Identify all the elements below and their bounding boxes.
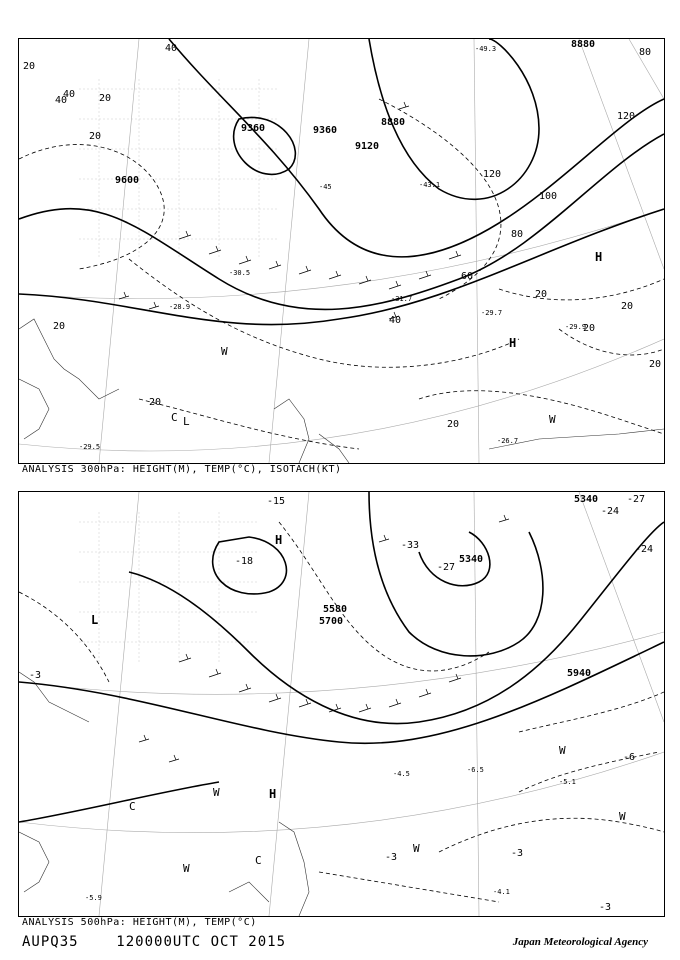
coastline [19,319,664,463]
temp-label: -15 [267,496,286,507]
chart-datetime: 120000UTC OCT 2015 [116,934,287,950]
agency-name: Japan Meteorological Agency [512,936,648,948]
temp-label: -45 [319,183,332,191]
isotach-label: 40 [165,43,178,54]
caption-500hpa: ANALYSIS 500hPa: HEIGHT(M), TEMP(°C) [22,917,257,928]
graticule [19,492,664,916]
temp-label: -43.1 [419,181,441,189]
pressure-center-c: C [255,854,262,867]
isotach-label: 20 [621,301,634,312]
temp-label: -18 [235,556,254,567]
temp-label: -27 [437,562,456,573]
temp-contours [19,522,664,902]
hatch-region [79,512,259,662]
temp-label: -4.5 [393,770,410,778]
pressure-center-w: W [619,810,626,823]
temp-label: -49.3 [475,45,497,53]
chart-code: AUPQ35 [22,934,79,950]
temp-label: -6.5 [467,766,484,774]
graticule [19,39,664,463]
height-label-8880-b: 8880 [571,39,596,50]
isotach-label: 20 [89,131,102,142]
isotach-label: 60 [461,271,474,282]
analysis-300hpa-map [18,38,665,464]
analysis-500hpa-map [18,491,665,917]
pressure-center-c: C [129,800,136,813]
temp-label: -29.5 [79,443,101,451]
temp-label: -4.1 [493,888,510,896]
temp-label: -29.9 [565,323,587,331]
pressure-center-w: W [183,862,190,875]
temp-label: -30.5 [229,269,251,277]
wind-barbs [119,102,461,319]
pressure-center-c: C [171,411,178,424]
height-label-5340-b: 5340 [459,554,484,565]
pressure-center-h: H [269,787,277,801]
isotach-label: 20 [99,93,112,104]
coastline [19,672,309,916]
temp-label: -5.1 [559,778,576,786]
pressure-center-w: W [221,345,228,358]
pressure-center-h: H [509,336,517,350]
isotach-label: 20 [649,359,662,370]
height-label-8880-a: 8880 [381,117,406,128]
isotach-label: 100 [539,191,558,202]
isotach-contours [19,99,664,449]
pressure-center-h: H [595,250,603,264]
temp-label: -33 [401,540,420,551]
temp-label: -27 [627,494,646,505]
isotach-label: 80 [639,47,652,58]
temp-label: -24 [601,506,620,517]
isotach-label: 20 [23,61,36,72]
temp-label: -29.7 [481,309,503,317]
temp-label: -5.9 [85,894,102,902]
hatch-region [79,79,279,259]
temp-label: -3 [385,852,398,863]
temp-label: -28.9 [169,303,191,311]
temp-label: -3 [511,848,524,859]
pressure-center-w: W [549,413,556,426]
pressure-center-w: W [559,744,566,757]
height-label-5940: 5940 [567,668,592,679]
height-label-5580: 5580 [323,604,348,615]
pressure-center-l: L [183,415,190,428]
height-label-5340-a: 5340 [574,494,599,505]
isotach-label: 20 [149,397,162,408]
pressure-center-l: L [91,613,99,627]
height-label-9360-b: 9360 [313,125,338,136]
isotach-label: 120 [617,111,636,122]
chart-code-footer [22,934,286,950]
temp-label: -31.7 [391,295,413,303]
isotach-label: 40 [63,89,76,100]
isotach-label: 20 [53,321,66,332]
isotach-label: 20 [447,419,460,430]
temp-label: -6 [623,752,636,763]
isotach-label: 20 [535,289,548,300]
pressure-center-w: W [213,786,220,799]
isotach-label: 120 [483,169,502,180]
wind-barbs [139,515,509,762]
isotach-label: 80 [511,229,524,240]
height-label-9360-a: 9360 [241,123,266,134]
pressure-center-h: H [275,533,283,547]
height-label-5700: 5700 [319,616,344,627]
height-label-9120: 9120 [355,141,380,152]
height-contours [19,492,664,822]
isotach-label: 40 [55,95,68,106]
caption-300hpa: ANALYSIS 300hPa: HEIGHT(M), TEMP(°C), ISOTACH(KT) [22,464,342,475]
isotach-label: 20 [583,323,596,334]
pressure-center-w: W [413,842,420,855]
temp-label: -26.7 [497,437,519,445]
temp-label: -3 [29,670,42,681]
height-label-9600: 9600 [115,175,140,186]
temp-label: -3 [599,902,612,913]
temp-label: -24 [635,544,654,555]
isotach-label: 40 [389,315,402,326]
